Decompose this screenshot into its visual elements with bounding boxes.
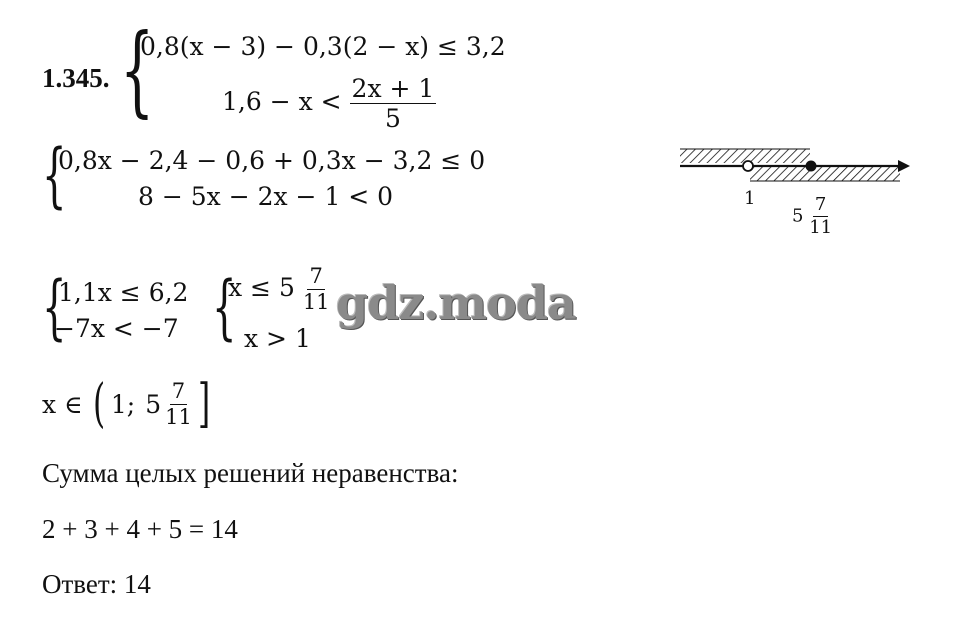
close-bracket-icon: ] — [197, 374, 211, 434]
closed-point-icon — [806, 161, 817, 172]
number-line-label-2 — [792, 196, 832, 237]
system1-line2 — [222, 76, 436, 131]
right-fraction — [303, 266, 330, 313]
sum-expression: 2 + 3 + 4 + 5 = 14 — [42, 514, 238, 544]
interval-prefix: x ∈ — [42, 389, 83, 419]
system-brace: { — [42, 134, 67, 216]
interval-fraction — [165, 378, 192, 429]
watermark: gdz.moda — [336, 276, 576, 330]
fraction-numerator: 7 — [814, 194, 827, 215]
system-brace: { — [120, 14, 155, 128]
hatch-upper — [680, 149, 810, 163]
interval-whole: 5 — [145, 389, 162, 419]
fraction-numerator: 2x + 1 — [351, 74, 435, 103]
step3-left-line1: 1,1x ≤ 6,2 — [58, 278, 189, 307]
system1-fraction — [350, 76, 437, 131]
fraction-denominator: 5 — [384, 104, 401, 133]
system-brace: { — [42, 266, 67, 348]
hatch-lower — [750, 167, 900, 181]
number-line-label-1: 1 — [744, 188, 756, 209]
system-brace: { — [212, 266, 237, 348]
fraction-numerator: 7 — [309, 264, 323, 288]
label-fraction — [809, 196, 832, 237]
step3-left-line2: −7x < −7 — [54, 314, 179, 343]
sum-label: Сумма целых решений неравенства: — [42, 458, 459, 488]
open-paren-icon: ( — [92, 374, 105, 434]
label-whole: 5 — [792, 205, 804, 227]
interval-left: 1; — [110, 389, 136, 419]
answer-interval — [42, 372, 214, 436]
fraction-denominator: 11 — [302, 290, 330, 314]
fraction-denominator: 11 — [809, 217, 833, 238]
step3-right-line1 — [228, 266, 330, 313]
system1-line2-prefix: 1,6 − x < — [222, 87, 342, 116]
fraction-denominator: 11 — [165, 404, 192, 429]
right-line1-prefix: x ≤ 5 — [228, 273, 295, 302]
step2-line2: 8 − 5x − 2x − 1 < 0 — [138, 182, 394, 211]
step2-line1: 0,8x − 2,4 − 0,6 + 0,3x − 3,2 ≤ 0 — [58, 146, 486, 175]
problem-number: 1.345. — [42, 63, 110, 93]
open-point-icon — [743, 161, 753, 171]
step3-right-line2: x > 1 — [244, 324, 311, 353]
axis-arrow-icon — [898, 160, 910, 172]
system1-line1: 0,8(x − 3) − 0,3(2 − x) ≤ 3,2 — [140, 32, 506, 61]
fraction-numerator: 7 — [171, 378, 186, 403]
answer-text: Ответ: 14 — [42, 569, 151, 599]
